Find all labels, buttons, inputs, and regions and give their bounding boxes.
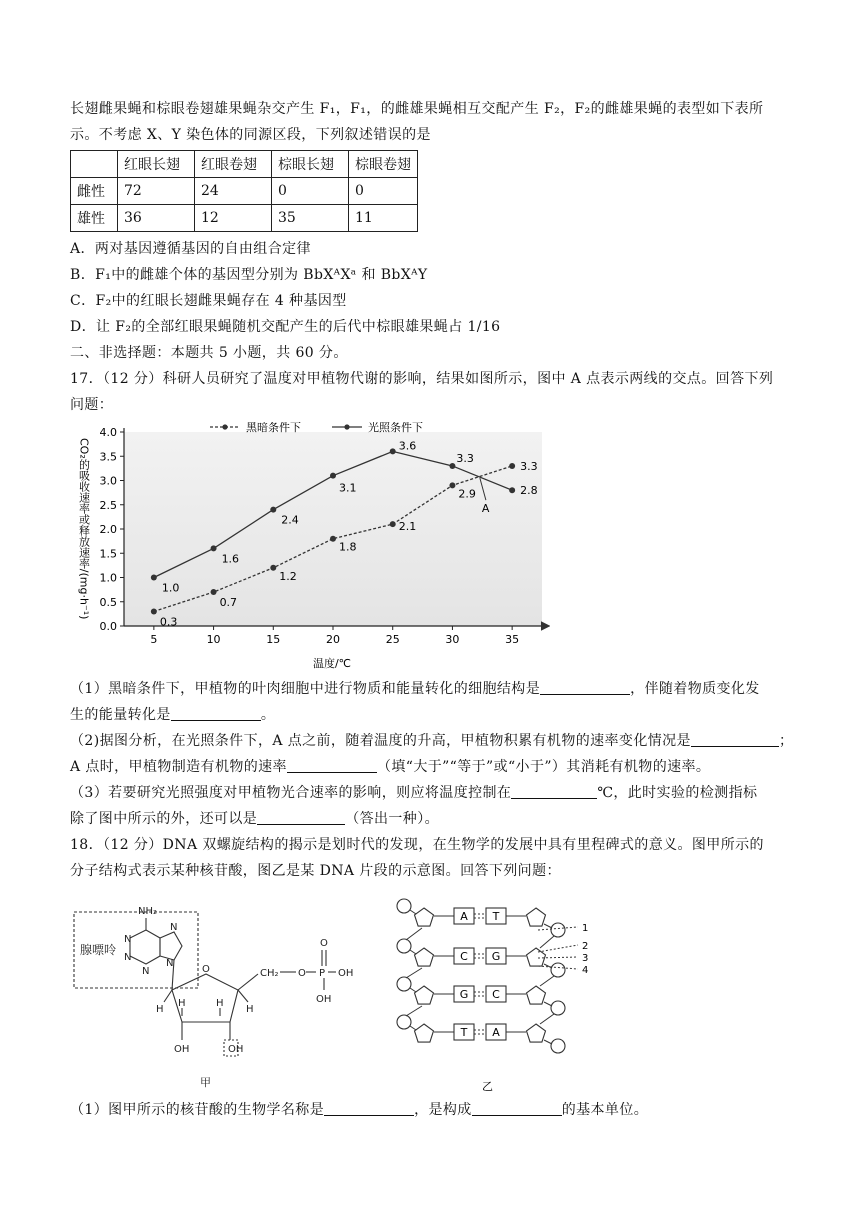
y-tick-label: 1.0 [99,571,117,585]
data-point [390,448,396,454]
q16-option-d: D．让 F₂的全部红眼果蝇随机交配产生的后代中棕眼雄果蝇占 1/16 [70,319,501,335]
chart-svg [70,422,550,672]
pointer-label: 4 [582,965,589,976]
data-point [151,608,157,614]
y-tick-label: 3.0 [99,474,117,488]
q17-sub2-text-c: A 点时，甲植物制造有机物的速率 [70,759,287,775]
table-row [71,178,418,205]
y-axis-label: CO₂的吸收速率或释放速率/(mg·h⁻¹) [77,438,91,620]
q17-sub2-line1 [70,728,796,754]
legend-marker [222,424,227,429]
table-cell: 35 [272,205,349,232]
data-label: 2.9 [458,487,476,501]
phosphate-left [397,1015,411,1029]
q17-stem-line2: 问题： [70,397,114,413]
data-point [270,507,276,513]
q16-option-c: C．F₂中的红眼长翅雌果蝇存在 4 种基因型 [70,293,347,309]
bond [544,1040,552,1044]
annotation-label: A [481,502,490,516]
q17-sub1-line1 [70,676,796,702]
bond [410,988,416,992]
data-point [509,463,515,469]
oh-label: OH [174,1044,190,1055]
q16-stem-line1: 长翅雌果蝇和棕眼卷翅雄果蝇杂交产生 F₁，F₁，的雌雄果蝇相互交配产生 F₂，F₂的雌雄果蝇的表型如下表所 [70,101,764,117]
y-tick-label: 4.0 [99,426,117,439]
x-tick-label: 15 [266,633,281,646]
q16-option-b: B．F₁中的雌雄个体的基因型分别为 BbXᴬXᵃ 和 BbXᴬY [70,267,428,283]
pointer-line [538,966,578,969]
figure-yi [397,899,588,1053]
exam-page [70,96,796,1123]
q18-sub1-line [70,1097,796,1123]
q17-sub3-text-b: ℃，此时实验的检测指标 [597,785,758,801]
bond [410,1026,416,1030]
x-tick-label: 20 [326,633,340,646]
y-tick-label: 2.5 [99,498,117,512]
figure-yi-caption: 乙 [482,1080,493,1093]
data-label: 1.2 [279,569,297,583]
y-tick-label: 2.0 [99,523,117,536]
oh-label: OH [316,994,332,1005]
n-label: N [124,934,132,945]
figures-svg [70,890,630,1095]
bond [238,974,258,990]
legend-label: 光照条件下 [368,422,423,434]
h-label: H [178,998,186,1009]
q18-sub1-text-c: 的基本单位。 [561,1102,649,1118]
data-point [390,521,396,527]
answer-blank-6[interactable] [257,810,345,825]
q17-sub2-text-b: ； [778,733,794,749]
data-point [330,536,336,542]
pointer-label: 2 [582,941,589,952]
sugar-left [415,1024,434,1042]
backbone-bond [406,968,422,978]
base-letter: C [460,950,468,963]
table-header-row [71,151,418,178]
nh2-label: NH₂ [138,906,158,917]
sugar-right [527,1024,546,1042]
legend-label: 黑暗条件下 [246,422,301,434]
table-cell: 24 [195,178,272,205]
x-tick-label: 10 [206,633,221,646]
phosphate-left [397,939,411,953]
answer-blank-4[interactable] [287,758,377,773]
table-cell: 0 [272,178,349,205]
data-label: 1.6 [221,552,240,566]
q18-sub1-text-a: （1）图甲所示的核苷酸的生物学名称是 [70,1102,325,1118]
phosphate-right [551,923,565,937]
data-point [449,482,455,488]
table-cell: 12 [195,205,272,232]
table-cell: 11 [349,205,418,232]
q17-sub2-text-d: （填“大于”“等于”或“小于”）其消耗有机物的速率。 [376,759,711,775]
data-point [509,487,515,493]
sugar-left [415,948,434,966]
data-label: 2.1 [398,520,417,534]
answer-blank-2[interactable] [171,706,261,721]
data-label: 2.8 [520,484,538,498]
y-tick-label: 0.0 [99,620,117,633]
q17-stem-line1: 17．（12 分）科研人员研究了温度对甲植物代谢的影响，结果如图所示，图中 A 点表示两线的交点。回答下列 [70,371,774,387]
q17-sub1-text-b: ，伴随着物质变化发 [630,681,760,697]
table-cell: 红眼卷翅 [195,151,272,178]
y-tick-label: 3.5 [99,450,117,464]
backbone-bond [540,936,554,948]
data-point [270,565,276,571]
section-heading: 二、非选择题：本题共 5 小题，共 60 分。 [70,345,348,361]
sugar-left [415,908,434,926]
answer-blank-7[interactable] [324,1101,414,1116]
legend-marker [344,424,349,429]
backbone-bond [406,1006,422,1016]
data-point [151,575,157,581]
sugar-right [527,986,546,1004]
bond [238,990,248,1002]
phosphate-left [397,899,411,913]
data-label: 1.0 [161,581,180,595]
phosphate-right [551,1039,565,1053]
data-label: 3.1 [339,481,357,495]
figure-jia [74,912,336,1056]
q17-sub2-line2 [70,754,796,780]
base-label: 腺嘌呤 [80,943,117,957]
y-tick-label: 1.5 [99,547,117,561]
answer-blank-1[interactable] [540,680,630,695]
q17-sub1-line2 [70,702,796,728]
answer-blank-3[interactable] [691,732,779,747]
base-letter: C [492,988,500,1001]
x-tick-label: 5 [150,633,158,646]
x-tick-label: 25 [385,633,400,646]
imidazole-ring [160,932,182,960]
oh-label: OH [338,968,354,979]
data-point [211,545,217,551]
table-cell [71,151,118,178]
table-cell: 36 [118,205,195,232]
data-label: 3.3 [456,451,474,465]
q16-table [70,150,418,232]
table-cell: 72 [118,178,195,205]
h-label: H [246,1004,254,1015]
table-cell: 雌性 [71,178,118,205]
q17-sub3-text-a: （3）若要研究光照强度对甲植物光合速率的影响，则应将温度控制在 [70,785,512,801]
pyrimidine-ring [130,930,160,964]
ch2-label: CH₂ [260,968,279,979]
q17-sub1-text-d: 。 [260,707,276,723]
data-point [449,463,455,469]
pointer-line [538,927,578,930]
data-label: 0.7 [219,596,238,610]
data-point [211,589,217,595]
bond [544,924,552,928]
pointer-line [538,945,578,952]
backbone-bond [406,928,422,940]
backbone-bond [540,976,554,986]
n-label: N [142,966,150,977]
oh-label: OH [228,1044,244,1055]
figure-jia-caption: 甲 [200,1076,211,1089]
bond [544,1002,552,1006]
table-cell: 0 [349,178,418,205]
q17-sub3-text-d: （答出一种）。 [345,811,440,827]
q17-sub3-line2 [70,806,796,832]
base-letter: G [459,988,469,1001]
plot-background [124,432,542,629]
q16-option-a: A．两对基因遵循基因的自由组合定律 [70,241,311,257]
n-label: N [170,922,178,933]
bond [410,950,416,954]
x-tick-label: 35 [505,633,520,646]
table-cell: 棕眼卷翅 [349,151,418,178]
data-label: 0.3 [159,615,178,629]
q17-sub3-text-c: 除了图中所示的外，还可以是 [70,811,258,827]
data-label: 3.3 [520,459,538,473]
table-cell: 红眼长翅 [118,151,195,178]
table-row [71,205,418,232]
base-letter: A [460,910,468,923]
x-tick-label: 30 [445,633,460,646]
data-label: 3.6 [398,439,417,453]
q17-sub3-line1 [70,780,796,806]
q17-sub1-text-a: （1）黑暗条件下，甲植物的叶肉细胞中进行物质和能量转化的细胞结构是 [70,681,541,697]
x-axis-label: 温度/℃ [312,657,352,670]
phosphate-right [551,1001,565,1015]
phosphate-left [397,977,411,991]
base-letter: T [460,1026,468,1039]
table-cell: 雄性 [71,205,118,232]
sugar-left [415,986,434,1004]
sugar-right [527,908,546,926]
q17-sub1-text-c: 生的能量转化是 [70,707,171,723]
table-cell: 棕眼长翅 [272,151,349,178]
q16-stem-line2: 示。不考虑 X、Y 染色体的同源区段，下列叙述错误的是 [70,127,431,143]
figure-jia-labels [80,906,353,1089]
n-label: N [166,958,174,969]
n-label: N [124,952,132,963]
bond [164,990,172,1002]
double-o-label: O [320,938,328,949]
pointer-label: 3 [582,953,589,964]
base-letter: A [492,1026,500,1039]
h-label: H [216,998,224,1009]
co2-rate-chart [70,422,550,672]
nucleotide-figures [70,890,630,1095]
bridge-o-label: O [298,968,306,979]
q18-stem-line2: 分子结构式表示某种核苷酸，图乙是某 DNA 片段的示意图。回答下列问题： [70,863,561,879]
answer-blank-5[interactable] [511,784,597,799]
data-point [330,473,336,479]
h-label: H [156,1004,164,1015]
bond [410,910,416,914]
base-letter: T [492,910,500,923]
data-label: 2.4 [281,513,299,527]
y-tick-label: 0.5 [99,595,117,609]
data-label: 1.8 [339,540,357,554]
q17-sub2-text-a: （2)据图分析，在光照条件下，A 点之前，随着温度的升高，甲植物积累有机物的速率变化情况是 [70,733,691,749]
ring-o-label: O [202,964,210,975]
backbone-bond [540,1014,554,1024]
phosphorus-label: P [319,968,326,979]
base-letter: G [491,950,501,963]
pointer-label: 1 [582,923,589,934]
answer-blank-8[interactable] [472,1101,562,1116]
q18-sub1-text-b: ，是构成 [414,1102,472,1118]
q18-stem-line1: 18．（12 分）DNA 双螺旋结构的揭示是划时代的发现，在生物学的发展中具有里程碑式的意义。图甲所示的 [70,837,764,853]
phosphate-right [551,963,565,977]
